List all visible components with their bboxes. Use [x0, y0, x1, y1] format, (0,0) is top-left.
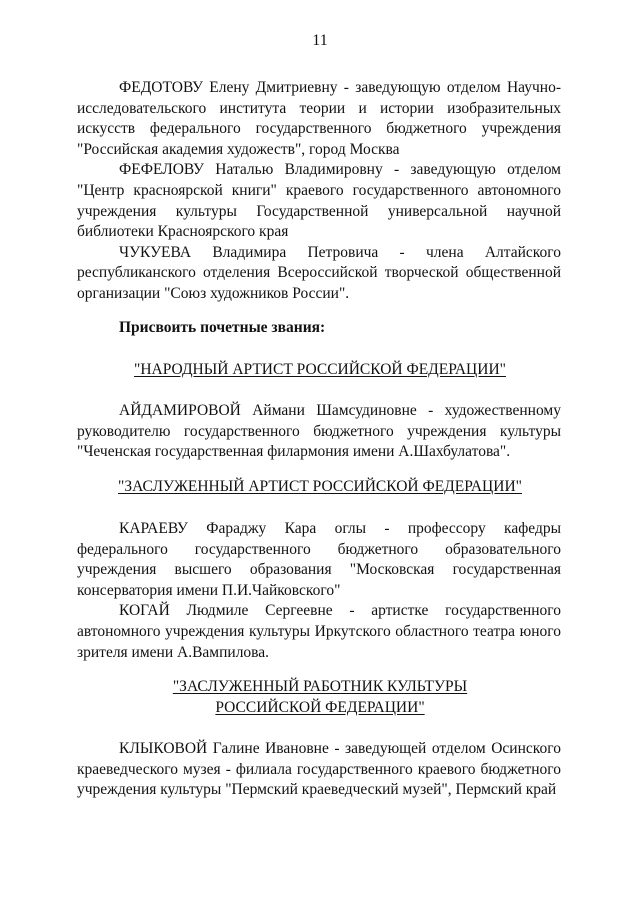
- assign-title: Присвоить почетные звания:: [119, 319, 326, 336]
- award-list-3: [77, 519, 561, 663]
- paragraph-karaev: КАРАЕВУ Фараджу Кара оглы - профессору кафедры федерального государственного бюджетного образовательного учреждения высшего образования "Московская государственная консерватория имени П.И.Чайковского": [77, 520, 561, 599]
- heading-people-artist: [0, 360, 640, 381]
- paragraph-fedotova: ФЕДОТОВУ Елену Дмитриевну - заведующую отделом Научно-исследовательского института теории и истории изобразительных искусств федерального государственного бюджетного учреждения "Российская академия художеств", город Москва: [77, 79, 561, 158]
- heading-honored-artist: [0, 477, 640, 498]
- heading-honored-culture-worker-line2: РОССИЙСКОЙ ФЕДЕРАЦИИ": [215, 698, 425, 716]
- award-list-2: [77, 401, 561, 463]
- award-list-4: [77, 739, 561, 801]
- heading-honored-culture-worker: [0, 677, 640, 718]
- paragraph-kogai: КОГАЙ Людмиле Сергеевне - артистке государственного автономного учреждения культуры Иркутского областного театра юного зрителя имени А.Вампилова.: [77, 602, 561, 661]
- paragraph-klykova: КЛЫКОВОЙ Галине Ивановне - заведующей отделом Осинского краеведческого музея - филиала государственного краевого бюджетного учреждения культуры "Пермский краеведческий музей", Пермский край: [77, 740, 561, 799]
- heading-honored-artist-text: "ЗАСЛУЖЕННЫЙ АРТИСТ РОССИЙСКОЙ ФЕДЕРАЦИИ": [118, 478, 522, 495]
- award-list-1: [77, 78, 561, 305]
- paragraph-chukuev: ЧУКУЕВА Владимира Петровича - члена Алтайского республиканского отделения Всероссийской творческой общественной организации "Союз художников России".: [77, 243, 561, 302]
- heading-honored-culture-worker-line1: "ЗАСЛУЖЕННЫЙ РАБОТНИК КУЛЬТУРЫ: [172, 678, 468, 695]
- page-number: 11: [312, 32, 328, 49]
- paragraph-fefelova: ФЕФЕЛОВУ Наталью Владимировну - заведующую отделом "Центр красноярской книги" краевого государственного автономного учреждения культуры Государственной универсальной научной библиотеки Красноярского края: [77, 161, 561, 241]
- heading-people-artist-text: "НАРОДНЫЙ АРТИСТ РОССИЙСКОЙ ФЕДЕРАЦИИ": [134, 361, 506, 378]
- paragraph-aidamirova: АЙДАМИРОВОЙ Аймани Шамсудиновне - художественному руководителю государственного бюджетного учреждения культуры "Чеченская государственная филармония имени А.Шахбулатова".: [77, 402, 561, 461]
